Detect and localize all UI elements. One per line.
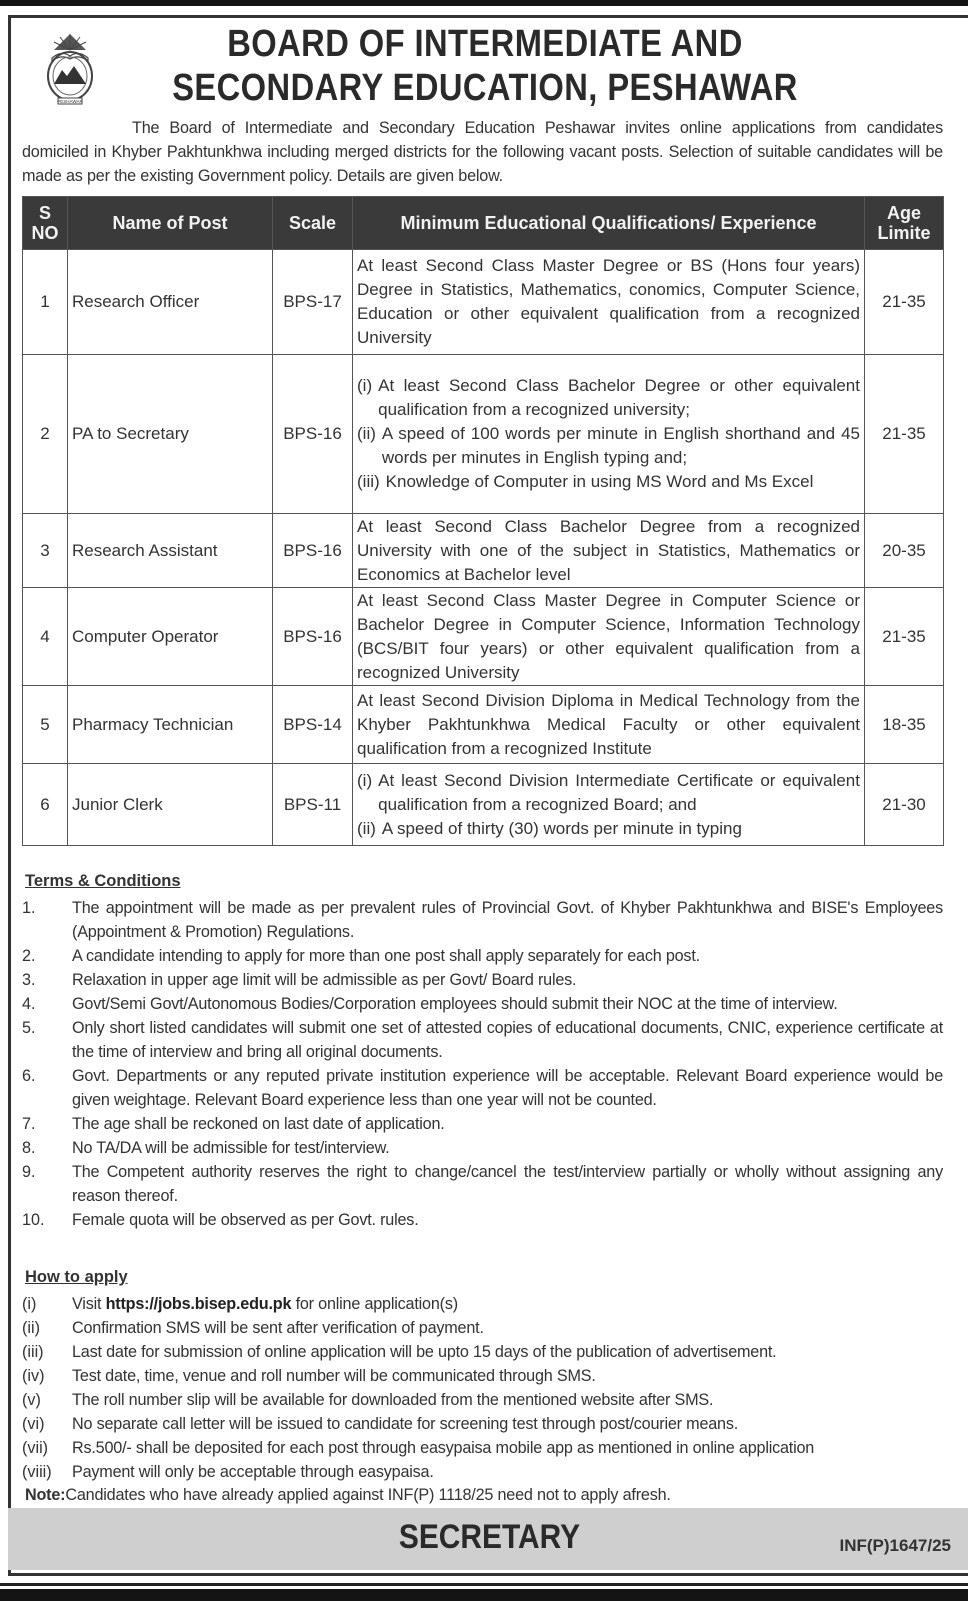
apply-item: (v) The roll number slip will be available for downloaded from the mentioned website after SMS. <box>22 1391 714 1409</box>
cell-scale: BPS-17 <box>273 250 353 355</box>
how-to-apply-heading: How to apply <box>25 1268 128 1286</box>
terms-item: 5. Only short listed candidates will submit one set of attested copies of educational documents, CNIC, experience certificate at the time of interview and bring all original documents. <box>22 1019 943 1061</box>
cell-sno: 2 <box>23 355 68 514</box>
qualification-subitem: (i) At least Second Division Intermediate Certificate or equivalent qualification from a recognized Board; and <box>357 770 860 814</box>
qualification-subitem: (i) At least Second Class Bachelor Degree or other equivalent qualification from a recognized university; <box>357 376 860 419</box>
board-title <box>171 22 799 110</box>
sun-rays-icon <box>54 34 86 50</box>
table-row <box>23 686 944 764</box>
note-text: Candidates who have already applied against INF(P) 1118/25 need not to apply afresh. <box>65 1486 671 1504</box>
table-header-row <box>23 197 944 250</box>
header-scale: Scale <box>273 197 353 250</box>
intro-text: The Board of Intermediate and Secondary Education Peshawar invites online applications from candidates domiciled in Khyber Pakhtunkhwa including merged districts for the following vacant posts. Selection of suitable candidates will be made as per the existing Government policy. Details are given below. <box>22 119 943 185</box>
terms-item: 1. The appointment will be made as per prevalent rules of Provincial Govt. of Khyber Pakhtunkhwa and BISE's Employees (Appointment & Promotion) Regulations. <box>22 899 943 941</box>
terms-item: 9. The Competent authority reserves the right to change/cancel the test/interview partially or wholly without assigning any reason thereof. <box>22 1163 943 1205</box>
board-title-line-2: SECONDARY EDUCATION, PESHAWAR <box>172 67 798 109</box>
terms-list <box>22 896 943 1232</box>
header-age-limit: Age Limite <box>865 197 944 250</box>
cell-age-limit: 18-35 <box>865 686 944 764</box>
apply-item: (viii) Payment will only be acceptable through easypaisa. <box>22 1463 434 1481</box>
terms-item: 4. Govt/Semi Govt/Autonomous Bodies/Corporation employees should submit their NOC at the time of interview. <box>22 995 838 1013</box>
cell-scale: BPS-16 <box>273 514 353 588</box>
cell-qualification: At least Second Class Master Degree in Computer Science or Bachelor Degree in Computer Science, Information Technology (BCS/BIT four years) or other equivalent qualification from a recognized University <box>353 588 865 686</box>
cell-age-limit: 20-35 <box>865 514 944 588</box>
terms-heading: Terms & Conditions <box>25 872 181 890</box>
cell-qualification: At least Second Class Bachelor Degree from a recognized University with one of the subject in Statistics, Mathematics or Economics at Bachelor level <box>353 514 865 588</box>
cell-sno: 1 <box>23 250 68 355</box>
cell-post-name: PA to Secretary <box>68 355 273 514</box>
cell-scale: BPS-14 <box>273 686 353 764</box>
how-to-apply-list <box>22 1292 943 1484</box>
cell-post-name: Research Officer <box>68 250 273 355</box>
cell-age-limit: 21-30 <box>865 764 944 846</box>
apply-item: (iii) Last date for submission of online application will be upto 15 days of the publication of advertisement. <box>22 1343 777 1361</box>
terms-item: 8. No TA/DA will be admissible for test/interview. <box>22 1139 390 1157</box>
table-row <box>23 250 944 355</box>
mountain-icon <box>54 66 86 84</box>
cell-qualification <box>353 764 865 846</box>
cell-qualification <box>353 355 865 514</box>
intro-paragraph <box>22 116 943 188</box>
terms-item: 3. Relaxation in upper age limit will be admissible as per Govt/ Board rules. <box>22 971 577 989</box>
table-row <box>23 764 944 846</box>
header-qualification: Minimum Educational Qualifications/ Experience <box>353 197 865 250</box>
apply-item: (vii) Rs.500/- shall be deposited for each post through easypaisa mobile app as mentioned in online application <box>22 1439 815 1457</box>
top-border-bar <box>0 0 968 6</box>
cell-qualification: At least Second Class Master Degree or BS (Hons four years) Degree in Statistics, Mathematics, conomics, Computer Science, Education or other equivalent qualification from a recognized University <box>353 250 865 355</box>
cell-scale: BPS-11 <box>273 764 353 846</box>
apply-item: (iv) Test date, time, venue and roll number will be communicated through SMS. <box>22 1367 596 1385</box>
board-emblem-logo <box>30 28 110 108</box>
terms-item: 10. Female quota will be observed as per Govt. rules. <box>22 1211 419 1229</box>
application-website-link[interactable]: https://jobs.bisep.edu.pk <box>105 1295 292 1313</box>
bottom-rule <box>0 1583 968 1586</box>
cell-age-limit: 21-35 <box>865 250 944 355</box>
cell-post-name: Pharmacy Technician <box>68 686 273 764</box>
qualification-subitem: (iii) Knowledge of Computer in using MS Word and Ms Excel <box>357 472 814 491</box>
qualification-subitem: (ii) A speed of thirty (30) words per minute in typing <box>357 818 742 838</box>
qualification-subitem: (ii) A speed of 100 words per minute in English shorthand and 45 words per minutes in English typing and; <box>357 424 860 467</box>
signatory-title: SECRETARY <box>398 1518 581 1556</box>
table-row <box>23 355 944 514</box>
cell-post-name: Junior Clerk <box>68 764 273 846</box>
terms-item: 7. The age shall be reckoned on last date of application. <box>22 1115 445 1133</box>
cell-age-limit: 21-35 <box>865 588 944 686</box>
vacant-posts-table <box>22 196 944 846</box>
apply-item: (i) Visit https://jobs.bisep.edu.pk for online application(s) <box>22 1295 458 1313</box>
cell-qualification: At least Second Division Diploma in Medical Technology from the Khyber Pakhtunkhwa Medical Faculty or other equivalent qualification from a recognized Institute <box>353 686 865 764</box>
note-label: Note: <box>25 1486 66 1504</box>
board-title-line-1: BOARD OF INTERMEDIATE AND <box>227 23 743 65</box>
table-row <box>23 514 944 588</box>
cell-post-name: Research Assistant <box>68 514 273 588</box>
terms-item: 2. A candidate intending to apply for more than one post shall apply separately for each post. <box>22 947 700 965</box>
cell-post-name: Computer Operator <box>68 588 273 686</box>
reference-number: INF(P)1647/25 <box>839 1536 951 1555</box>
cell-sno: 5 <box>23 686 68 764</box>
table-row <box>23 588 944 686</box>
apply-item: (vi) No separate call letter will be issued to candidate for screening test through post/courier means. <box>22 1415 739 1433</box>
header-name-of-post: Name of Post <box>68 197 273 250</box>
cell-sno: 3 <box>23 514 68 588</box>
terms-item: 6. Govt. Departments or any reputed private institution experience will be acceptable. Relevant Board experience would be given weightage. Relevant Board experience less than one year will not be counted. <box>22 1067 943 1109</box>
apply-item: (ii) Confirmation SMS will be sent after verification of payment. <box>22 1319 484 1337</box>
svg-text:PESHAWAR: PESHAWAR <box>57 99 83 104</box>
cell-sno: 6 <box>23 764 68 846</box>
footer-band <box>8 1508 968 1570</box>
cell-sno: 4 <box>23 588 68 686</box>
cell-age-limit: 21-35 <box>865 355 944 514</box>
note <box>25 1486 671 1505</box>
header-sno: S NO <box>23 197 68 250</box>
cell-scale: BPS-16 <box>273 355 353 514</box>
bottom-border-bar <box>0 1589 968 1601</box>
cell-scale: BPS-16 <box>273 588 353 686</box>
